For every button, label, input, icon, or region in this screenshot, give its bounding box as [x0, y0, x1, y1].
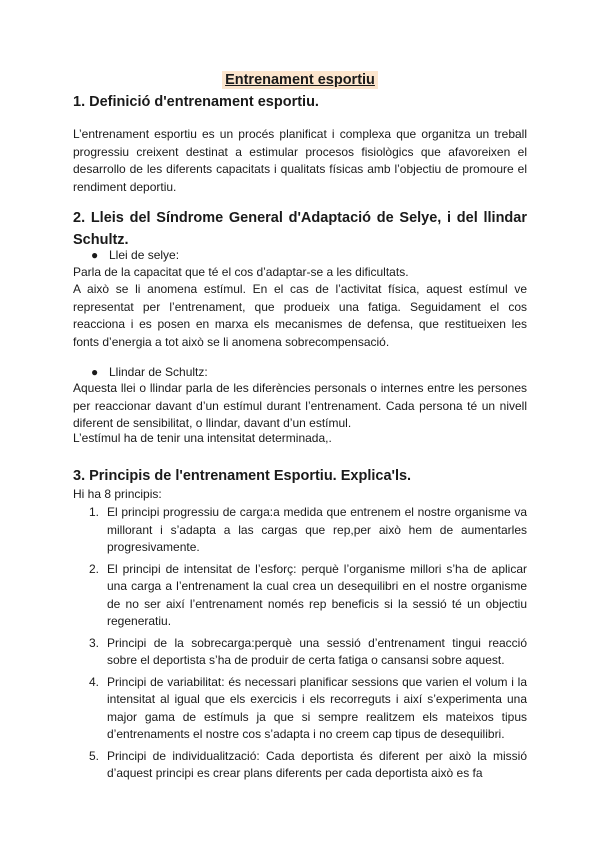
list-item-text: Principi de variabilitat: és necessari planificar sessions que varien el volum i la intensitat al igual que els exercicis i els recorreguts i així s’experimenta una major gama de estímuls ja que si sempre realitzem els mateixos tipus d’entrenaments el nostre cos s’adapta i no creem cap tipus de desequilibri.	[107, 674, 527, 741]
section-1-heading: 1. Definició d'entrenament esportiu.	[73, 94, 319, 110]
section-3-intro: Hi ha 8 principis:	[73, 487, 162, 501]
section-2-heading: 2. Lleis del Síndrome General d'Adaptació de Selye, i del llindar Schultz.	[73, 210, 527, 248]
list-item	[73, 748, 527, 783]
section-1-paragraph: L’entrenament esportiu es un procés planificat i complexa que organitza un treball progressiu creixent destinat a estimular procesos fisiològics que afavoreixen el desarrollo de les diferents capacitats i qualitats físicas amb l’objectiu de promoure el rendiment deportiu.	[73, 127, 527, 194]
title-container	[0, 71, 600, 89]
bullet-icon: ●	[91, 248, 99, 262]
list-item-text: El principi de intensitat de l’esforç: perquè l’organisme millori s’ha de aplicar una carga a l’entrenament la cual crea un desequilibri en el nostre organisme de no ser així l’entrenament només rep beneficis si la sessió té un objectiu regeneratiu.	[107, 561, 527, 628]
bullet-llei-selye	[91, 247, 179, 265]
list-item-number: 3.	[89, 635, 100, 650]
list-item	[73, 561, 527, 631]
selye-text-body: A això se li anomena estímul. En el cas de l’activitat física, aquest estímul ve representat per l’entrenament, que produeix una fatiga. Seguidament el cos reacciona i es posen en marxa els mecanismes de defensa, que restitueixen les fonts d’energia a tot això se li anomena sobrecompensació.	[73, 282, 527, 349]
bullet-label: Llindar de Schultz:	[109, 365, 208, 379]
document-title: Entrenament esportiu	[222, 71, 378, 89]
list-item-number: 2.	[89, 561, 100, 576]
selye-text-intro: Parla de la capacitat que té el cos d’adaptar-se a les dificultats.	[73, 265, 409, 279]
list-item-number: 1.	[89, 505, 100, 519]
list-item-number: 4.	[89, 674, 100, 689]
list-item	[73, 674, 527, 744]
list-item	[73, 635, 527, 670]
bullet-label: Llei de selye:	[109, 248, 180, 262]
schultz-text-note: L’estímul ha de tenir una intensitat determinada,.	[73, 431, 332, 445]
list-item-text: El principi progressiu de carga:a medida que entrenem el nostre organisme va millorant i s’adapta a las cargas que rep,per això hem de aumentarles progresivamente.	[107, 505, 527, 554]
section-3-heading: 3. Principis de l'entrenament Esportiu. Explica'ls.	[73, 468, 412, 484]
bullet-icon: ●	[91, 365, 99, 379]
bullet-llindar-schultz	[91, 364, 208, 382]
list-item-text: Principi de la sobrecarga:perquè una sessió d’entrenament tingui reacció sobre el deportista s’ha de produir de certa fatiga o cansansi sobre aquest.	[107, 635, 527, 667]
list-item-number: 5.	[89, 748, 100, 763]
list-item-text: Principi de individualització: Cada deportista és diferent per això la missió d’aquest principi es crear plans diferents per cada deportista això es fa	[107, 748, 527, 780]
schultz-text-body: Aquesta llei o llindar parla de les diferències personals o internes entre les persones per reaccionar davant d’un estímul durant l’entrenament. Cada persona té un nivell diferent de sensibilitat, o llindar, davant d’un estímul.	[73, 381, 527, 430]
principles-list	[73, 504, 527, 787]
list-item	[73, 504, 527, 557]
